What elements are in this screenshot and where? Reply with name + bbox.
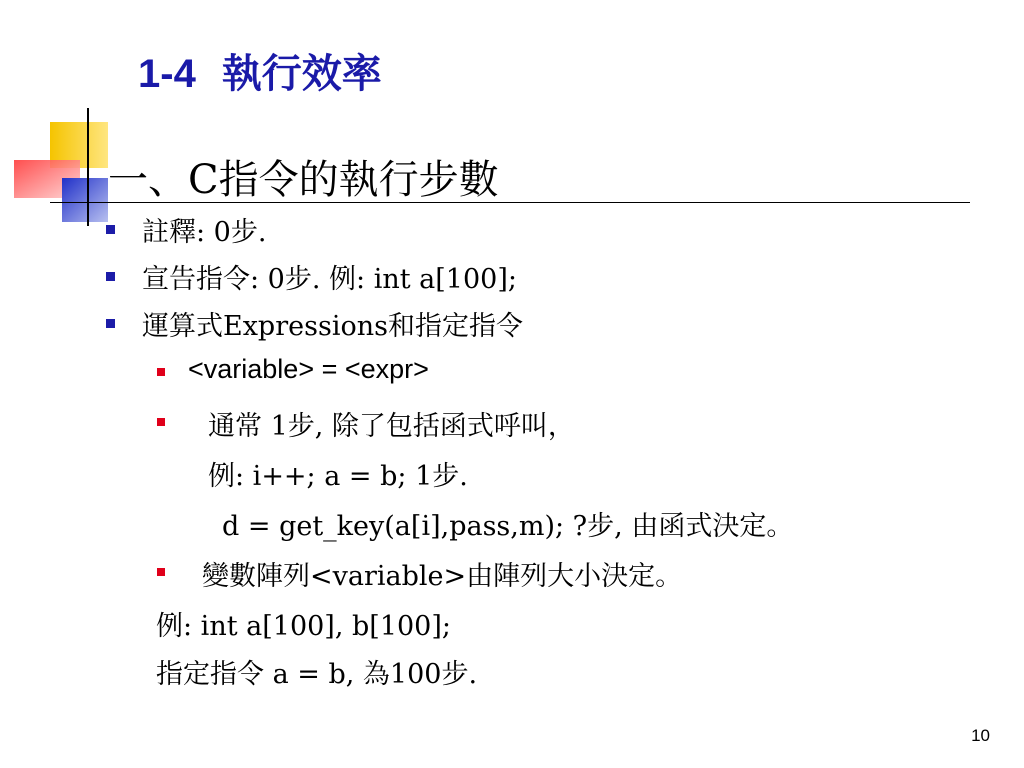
bullet-marker xyxy=(106,272,115,281)
title-number: 1-4 xyxy=(138,52,196,96)
text-line-array-example: 例: int a[100], b[100]; xyxy=(156,611,451,642)
section-heading: 一、C指令的執行步數 xyxy=(108,157,499,203)
text-line-comments: 註釋: 0步. xyxy=(142,217,267,248)
text-line-example-increment: 例: i++; a = b; 1步. xyxy=(208,461,468,492)
page-number: 10 xyxy=(971,726,990,745)
bullet-marker xyxy=(106,225,115,234)
text-line-array-variable: 變數陣列<variable>由陣列大小決定。 xyxy=(202,561,683,592)
bullet-marker xyxy=(106,319,115,328)
bullet-marker xyxy=(157,368,165,376)
bullet-marker xyxy=(157,418,165,426)
text-line-array-assignment: 指定指令 a = b, 為100步. xyxy=(156,659,478,690)
text-line-assignment-syntax: <variable> = <expr> xyxy=(188,354,429,384)
text-line-usually-one-step: 通常 1步, 除了包括函式呼叫， xyxy=(208,411,575,442)
text-line-declarations: 宣告指令: 0步. 例: int a[100]; xyxy=(142,264,517,295)
text-line-expressions: 運算式Expressions和指定指令 xyxy=(142,311,523,342)
text-line-function-call-example: d = get_key(a[i],pass,m); ?步, 由函式決定。 xyxy=(222,511,794,542)
slide-title xyxy=(138,42,382,99)
bullet-marker xyxy=(157,568,165,576)
title-text: 執行效率 xyxy=(221,50,382,97)
